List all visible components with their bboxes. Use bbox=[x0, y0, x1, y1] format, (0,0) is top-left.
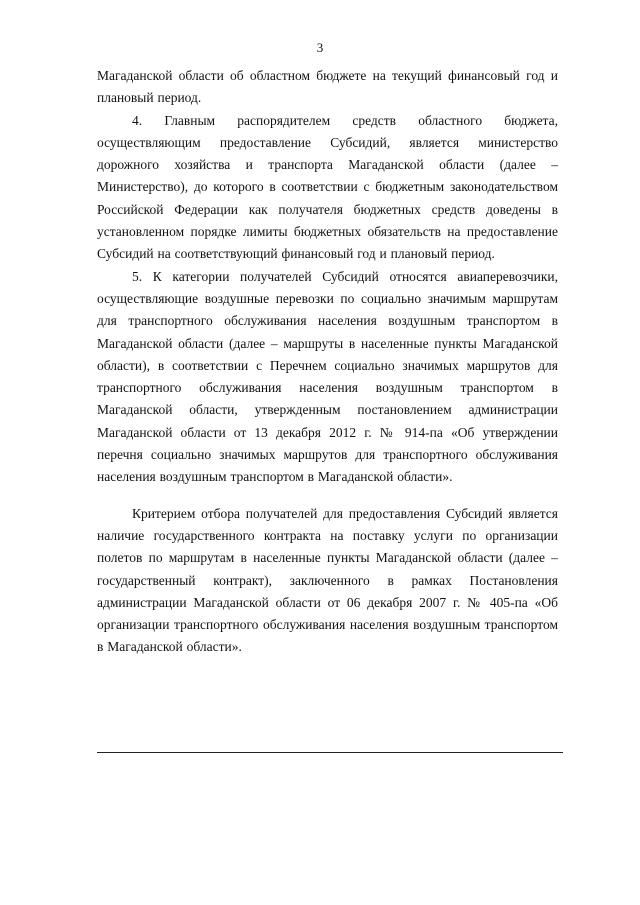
paragraph-budget-law-continuation: Магаданской области об областном бюджете на текущий финансовый год и плановый период. bbox=[97, 68, 558, 106]
paragraph-item-5-recipient-category: 5. К категории получателей Субсидий относятся авиаперевозчики, осуществляющие воздушные перевозки по социально значимым маршрутам для транспортного обслуживания населения воздушным транспортом в Магаданской области (далее – маршруты в населенные пункты Магаданской области), в соответствии с Перечнем социально значимых маршрутов для транспортного обслуживания населения воздушным транспортом в Магаданской области, утвержденным постановлением администрации Магаданской области от 13 декабря 2012 г. № 914-па «Об утверждении перечня социально значимых маршрутов для транспортного обслуживания населения воздушным транспортом в Магаданской области». bbox=[97, 268, 558, 485]
footer-divider bbox=[97, 752, 563, 753]
paragraph-selection-criterion: Критерием отбора получателей для предоставления Субсидий является наличие государственного контракта на поставку услуги по организации полетов по маршрутам в населенные пункты Магаданской области (далее – государственный контракт), заключенного в рамках Постановления администрации Магаданской области от 06 декабря 2007 г. № 405-па «Об организации транспортного обслуживания населения воздушным транспортом в Магаданской области». bbox=[97, 505, 558, 655]
paragraph-item-4-main-administrator: 4. Главным распорядителем средств областного бюджета, осуществляющим предоставление Субсидий, является министерство дорожного хозяйства и транспорта Магаданской области (далее – Министерство), до которого в соответствии с бюджетным законодательством Российской Федерации как получателя бюджетных средств доведены в установленном порядке лимиты бюджетных обязательств на предоставление Субсидий на соответствующий финансовый год и плановый период. bbox=[97, 112, 558, 262]
page-number: 3 bbox=[316, 40, 324, 55]
document-body bbox=[97, 65, 558, 659]
